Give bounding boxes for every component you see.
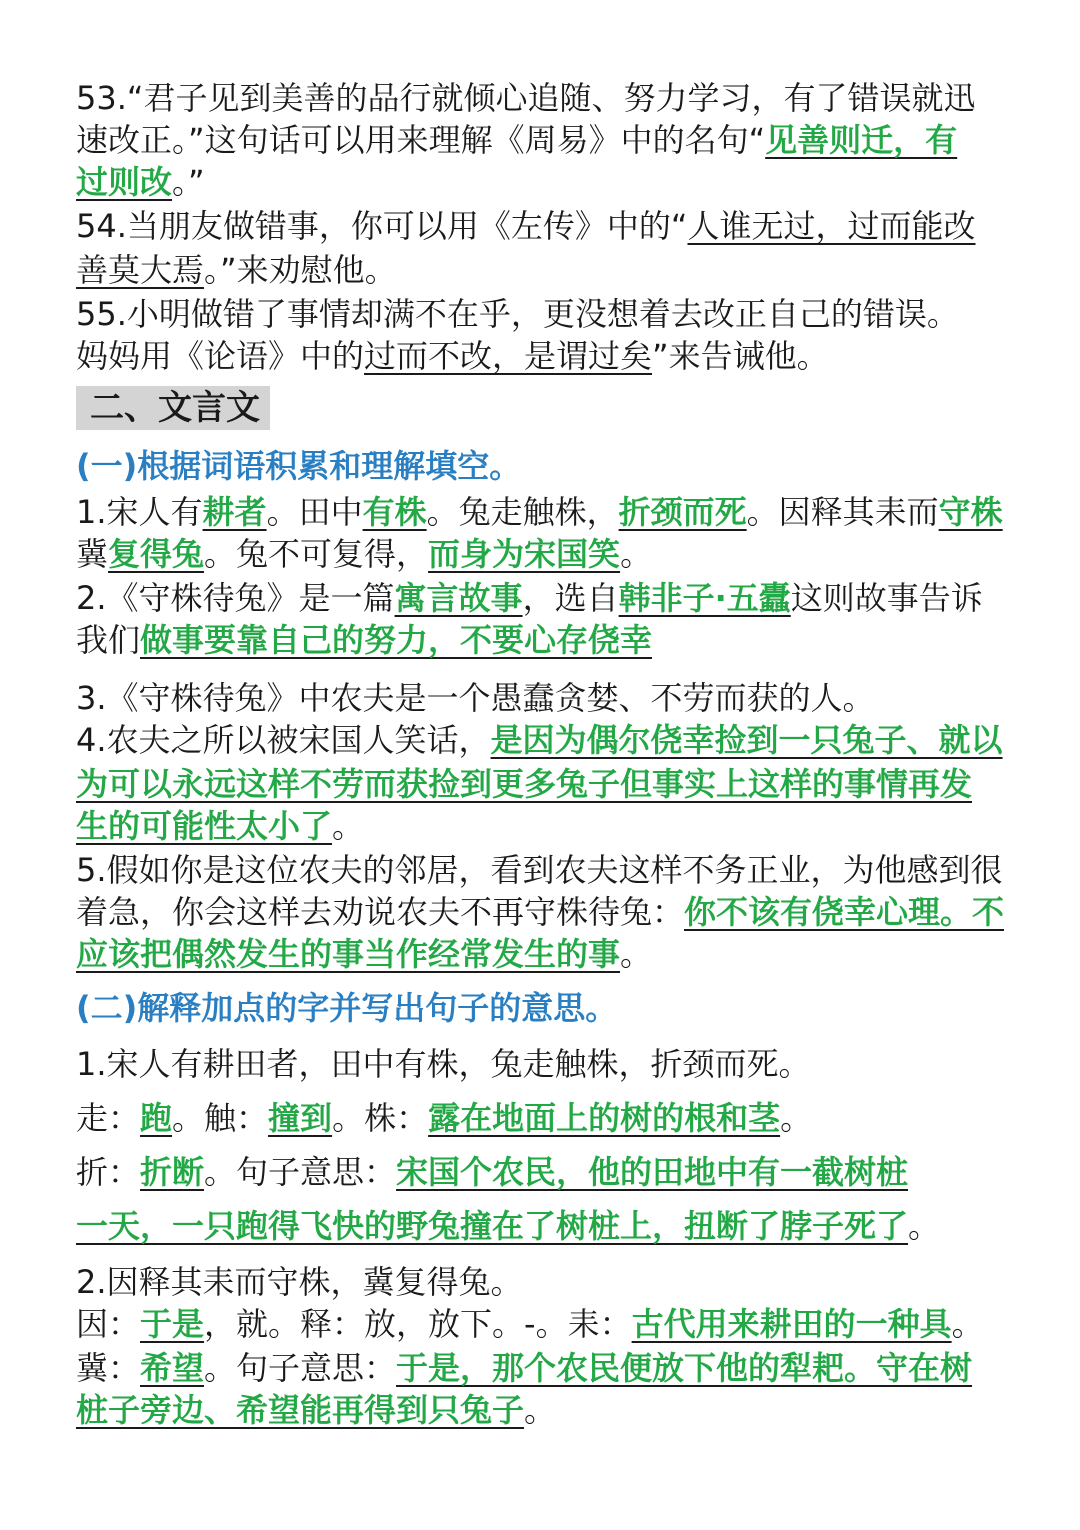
q55-underlined: 过而不改，是谓过矣 <box>364 337 653 375</box>
p1-q1-answer: 复得兔 <box>108 535 205 573</box>
p1-q1-line1 <box>76 490 1020 534</box>
p1-q3-text: 3.《守株待兔》中农夫是一个愚蠢贪婪、不劳而获的人。 <box>76 679 875 717</box>
q54-text: 54.当朋友做错事，你可以用《左传》中的“ <box>76 207 688 245</box>
p2-s1-line4 <box>76 1204 1020 1248</box>
p1-q1-text: 。兔不可复得， <box>204 535 429 573</box>
q55-text: 妈妈用《论语》中的 <box>76 337 365 375</box>
p2-s1-text: 。 <box>780 1099 813 1137</box>
p1-q1-answer: 守株 <box>938 493 1003 531</box>
p2-s2-line4 <box>76 1388 1020 1432</box>
p1-q4-line1 <box>76 718 1020 762</box>
p2-s1-answer: 折断 <box>140 1153 205 1191</box>
p2-s1-text: 折： <box>76 1153 141 1191</box>
p1-q2-answer: 做事要靠自己的努力，不要心存侥幸 <box>140 621 653 659</box>
p1-q2-text: 我们 <box>76 621 141 659</box>
p2-s1-line3 <box>76 1150 1020 1194</box>
p1-q5-line3 <box>76 932 1020 976</box>
q54-text: 。”来劝慰他。 <box>204 251 397 289</box>
p1-q1-text: 。兔走触株， <box>426 493 619 531</box>
p2-s2-answer: 古代用来耕田的一种具 <box>631 1305 952 1343</box>
p1-q1-answer: 而身为宋国笑 <box>428 535 621 573</box>
p1-q4-line3 <box>76 804 1020 848</box>
part2-heading: (二)解释加点的字并写出句子的意思。 <box>76 989 618 1027</box>
p2-s1-answer: 一天，一只跑得飞快的野兔撞在了树桩上，扭断了脖子死了 <box>76 1207 909 1245</box>
p1-q2-text: ，选自 <box>522 579 619 617</box>
p1-q1-line2 <box>76 532 1020 576</box>
p2-s2-answer: 于是 <box>140 1305 205 1343</box>
p1-q1-text: 。因释其耒而 <box>746 493 939 531</box>
p1-q4-answer: 是因为偶尔侥幸捡到一只兔子、就以 <box>490 721 1003 759</box>
q54-underlined: 人谁无过，过而能改 <box>687 207 976 245</box>
q53-text: 53.“君子见到美善的品行就倾心追随、努力学习，有了错误就迅 <box>76 79 976 117</box>
p1-q1-text: 冀 <box>76 535 109 573</box>
q54-underlined: 善莫大焉 <box>76 251 205 289</box>
p1-q1-answer: 有株 <box>362 493 427 531</box>
p1-q5-text: 。 <box>620 935 653 973</box>
p1-q5-answer: 应该把偶然发生的事当作经常发生的事 <box>76 935 621 973</box>
part1-heading: (一)根据词语积累和理解填空。 <box>76 447 522 485</box>
p1-q5-line1 <box>76 848 1020 892</box>
p1-q2-answer: 寓言故事 <box>394 579 523 617</box>
q55-line1 <box>76 292 1020 336</box>
p1-q5-text: 5.假如你是这位农夫的邻居，看到农夫这样不务正业，为他感到很 <box>76 851 1003 889</box>
p1-q4-answer: 生的可能性太小了 <box>76 807 333 845</box>
p2-s2-answer: 希望 <box>140 1349 205 1387</box>
q53-answer: 见善则迁，有 <box>765 121 958 159</box>
p1-q2-text: 这则故事告诉 <box>790 579 983 617</box>
p1-q2-text: 2.《守株待兔》是一篇 <box>76 579 395 617</box>
p2-s2-text: 。 <box>524 1391 557 1429</box>
p2-s1-answer: 露在地面上的树的根和茎 <box>428 1099 781 1137</box>
p2-s2-text: 2.因释其耒而守株，冀复得兔。 <box>76 1263 523 1301</box>
p1-q1-text: 。田中 <box>266 493 363 531</box>
p1-q1-answer: 耕者 <box>202 493 267 531</box>
p1-q4-text: 。 <box>332 807 365 845</box>
p1-q1-text: 1.宋人有 <box>76 493 203 531</box>
q54-line2 <box>76 248 1020 292</box>
p1-q4-line2 <box>76 762 1020 806</box>
p1-q1-text: 。 <box>620 535 653 573</box>
p2-s2-text: 因： <box>76 1305 141 1343</box>
p1-q2-line2 <box>76 618 1020 662</box>
p1-q5-text: 着急，你会这样去劝说农夫不再守株待兔： <box>76 893 685 931</box>
p2-s1-sentence <box>76 1042 1020 1086</box>
q54-line1 <box>76 204 1020 248</box>
p2-s1-text: 。触： <box>172 1099 269 1137</box>
p1-q5-answer: 你不该有侥幸心理。不 <box>684 893 1005 931</box>
p2-s1-answer: 跑 <box>140 1099 173 1137</box>
p1-q4-answer: 为可以永远这样不劳而获捡到更多兔子但事实上这样的事情再发 <box>76 765 973 803</box>
p2-s2-answer: 于是，那个农民便放下他的犁耙。守在树 <box>396 1349 973 1387</box>
q55-text: 55.小明做错了事情却满不在乎，更没想着去改正自己的错误。 <box>76 295 959 333</box>
q55-line2 <box>76 334 1020 378</box>
p2-s2-text: ，就。释：放，放下。-。耒： <box>204 1305 632 1343</box>
p1-q3-line1 <box>76 676 1020 720</box>
q53-answer: 过则改 <box>76 163 173 201</box>
p1-q5-line2 <box>76 890 1020 934</box>
p2-s2-text: 。句子意思： <box>204 1349 397 1387</box>
q53-line2 <box>76 118 1020 162</box>
q55-text: ”来告诫他。 <box>652 337 829 375</box>
p2-s1-text: 。株： <box>332 1099 429 1137</box>
p2-s1-text: 。句子意思： <box>204 1153 397 1191</box>
p1-q4-text: 4.农夫之所以被宋国人笑话， <box>76 721 491 759</box>
q53-line3 <box>76 160 1020 204</box>
p2-s1-answer: 撞到 <box>268 1099 333 1137</box>
p1-q1-answer: 折颈而死 <box>618 493 747 531</box>
p2-s2-answer: 桩子旁边、希望能再得到只兔子 <box>76 1391 525 1429</box>
p2-s1-text: 走： <box>76 1099 141 1137</box>
p2-s2-text: 冀： <box>76 1349 141 1387</box>
p2-s2-line3 <box>76 1346 1020 1390</box>
p2-s1-text: 1.宋人有耕田者，田中有株，兔走触株，折颈而死。 <box>76 1045 811 1083</box>
p2-s1-line2 <box>76 1096 1020 1140</box>
q53-text: 。” <box>172 163 205 201</box>
p1-q2-answer: 韩非子·五蠹 <box>618 579 791 617</box>
section-title: 二、文言文 <box>76 386 270 430</box>
p2-s2-text: 。 <box>951 1305 984 1343</box>
p2-s2-line2 <box>76 1302 1020 1346</box>
q53-line1 <box>76 76 1020 120</box>
p1-q2-line1 <box>76 576 1020 620</box>
p2-s2-sentence <box>76 1260 1020 1304</box>
p2-s1-answer: 宋国个农民，他的田地中有一截树桩 <box>396 1153 909 1191</box>
p2-s1-text: 。 <box>908 1207 941 1245</box>
q53-text: 速改正。”这句话可以用来理解《周易》中的名句“ <box>76 121 766 159</box>
